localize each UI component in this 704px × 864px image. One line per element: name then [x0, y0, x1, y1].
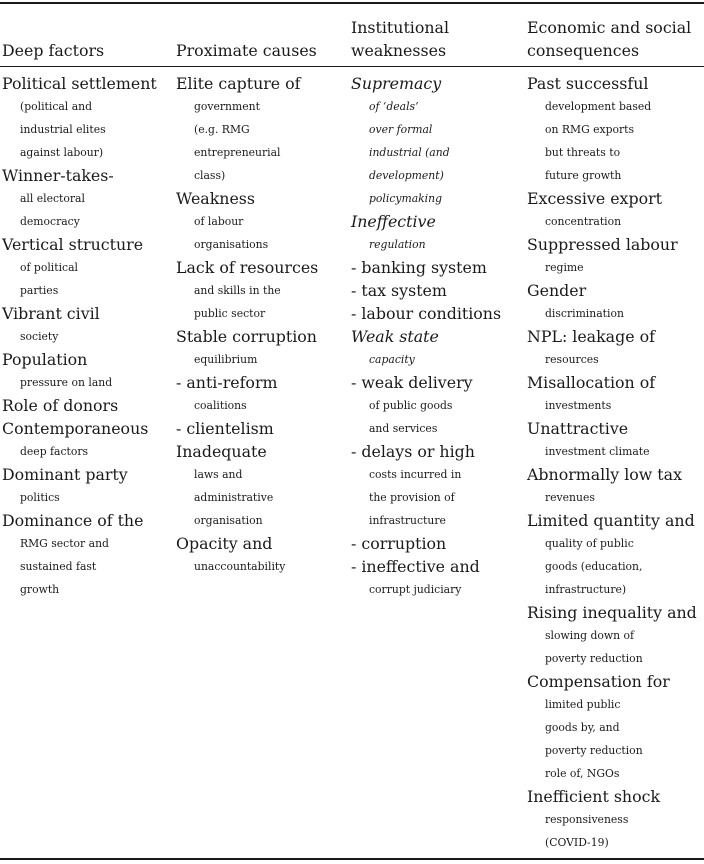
table-cell-item: [2, 417, 170, 463]
header-line: Economic and social: [527, 18, 692, 37]
table-cell-item: [351, 210, 521, 256]
cell-line: - delays or high: [351, 442, 475, 461]
header-deep-factors: [2, 12, 170, 62]
column-institutional-weaknesses: [351, 72, 521, 601]
cell-line: deep factors: [20, 445, 89, 458]
cell-line: capacity: [369, 353, 415, 366]
header-rule: [0, 66, 704, 67]
table-cell-item: [176, 417, 346, 440]
cell-line: Past successful: [527, 74, 649, 93]
cell-line: resources: [545, 353, 599, 366]
table-cell-item: [527, 670, 704, 785]
table-cell-item: [176, 371, 346, 417]
cell-line: coalitions: [194, 399, 247, 412]
cell-line: government: [194, 100, 260, 113]
table-cell-item: [527, 233, 704, 279]
cell-line: responsiveness: [545, 813, 629, 826]
header-line: weaknesses: [351, 41, 447, 60]
cell-line: revenues: [545, 491, 595, 504]
cell-line: quality of public: [545, 537, 634, 550]
table-cell-item: [2, 164, 170, 233]
table-cell-item: [527, 279, 704, 325]
table-cell-item: [527, 325, 704, 371]
table-cell-item: [351, 440, 521, 532]
cell-line: (political and: [20, 100, 92, 113]
cell-line: Weak state: [351, 327, 439, 346]
table-cell-item: [351, 256, 521, 279]
table-cell-item: [2, 348, 170, 394]
table-cell-item: [351, 279, 521, 302]
table-cell-item: [351, 532, 521, 555]
cell-line: development based: [545, 100, 652, 113]
cell-line: regime: [545, 261, 584, 274]
cell-line: unaccountability: [194, 560, 286, 573]
cell-line: development): [369, 169, 444, 182]
cell-line: costs incurred in: [369, 468, 462, 481]
cell-line: - banking system: [351, 258, 487, 277]
cell-line: Inefficient shock: [527, 787, 661, 806]
table-cell-item: [351, 371, 521, 440]
cell-line: - clientelism: [176, 419, 274, 438]
header-proximate-causes: [176, 12, 346, 62]
cell-line: - ineffective and: [351, 557, 480, 576]
cell-line: Rising inequality and: [527, 603, 697, 622]
cell-line: goods by, and: [545, 721, 620, 734]
cell-line: - anti-reform: [176, 373, 278, 392]
cell-line: democracy: [20, 215, 80, 228]
table-cell-item: [351, 325, 521, 371]
cell-line: future growth: [545, 169, 622, 182]
cell-line: industrial elites: [20, 123, 106, 136]
cell-line: limited public: [545, 698, 621, 711]
cell-line: Political settlement: [2, 74, 157, 93]
table-cell-item: [527, 417, 704, 463]
cell-line: Vibrant civil: [2, 304, 100, 323]
table-cell-item: [351, 72, 521, 210]
cell-line: poverty reduction: [545, 744, 643, 757]
cell-line: Inadequate: [176, 442, 267, 461]
top-rule: [0, 2, 704, 4]
cell-line: organisations: [194, 238, 269, 251]
table-cell-item: [2, 509, 170, 601]
cell-line: regulation: [369, 238, 426, 251]
cell-line: role of, NGOs: [545, 767, 620, 780]
cell-line: and services: [369, 422, 438, 435]
cell-line: on RMG exports: [545, 123, 635, 136]
cell-line: Excessive export: [527, 189, 662, 208]
cell-line: discrimination: [545, 307, 624, 320]
cell-line: (COVID-19): [545, 836, 609, 849]
cell-line: of labour: [194, 215, 244, 228]
cell-line: but threats to: [545, 146, 621, 159]
table-cell-item: [527, 785, 704, 854]
cell-line: Winner-takes-: [2, 166, 114, 185]
header-line: Deep factors: [2, 41, 105, 60]
cell-line: corrupt judiciary: [369, 583, 462, 596]
header-line: consequences: [527, 41, 640, 60]
cell-line: investments: [545, 399, 612, 412]
cell-line: growth: [20, 583, 60, 596]
cell-line: entrepreneurial: [194, 146, 281, 159]
cell-line: Unattractive: [527, 419, 629, 438]
table-cell-item: [527, 371, 704, 417]
cell-line: Suppressed labour: [527, 235, 678, 254]
cell-line: parties: [20, 284, 59, 297]
cell-line: infrastructure: [369, 514, 446, 527]
cell-line: Dominance of the: [2, 511, 144, 530]
table-cell-item: [351, 555, 521, 601]
header-line: Institutional: [351, 18, 449, 37]
table-cell-item: [176, 532, 346, 578]
cell-line: class): [194, 169, 226, 182]
cell-line: equilibrium: [194, 353, 258, 366]
table-cell-item: [2, 463, 170, 509]
cell-line: of public goods: [369, 399, 453, 412]
table-cell-item: [351, 302, 521, 325]
table-cell-item: [176, 256, 346, 325]
cell-line: - corruption: [351, 534, 447, 553]
table-cell-item: [527, 509, 704, 601]
cell-line: Ineffective: [351, 212, 436, 231]
cell-line: (e.g. RMG: [194, 123, 250, 136]
cell-line: against labour): [20, 146, 104, 159]
column-deep-factors: [2, 72, 170, 601]
cell-line: Opacity and: [176, 534, 273, 553]
cell-line: Supremacy: [351, 74, 442, 93]
cell-line: infrastructure): [545, 583, 627, 596]
cell-line: all electoral: [20, 192, 85, 205]
cell-line: Vertical structure: [2, 235, 144, 254]
cell-line: Gender: [527, 281, 587, 300]
table-cell-item: [2, 233, 170, 302]
table-cell-item: [2, 72, 170, 164]
cell-line: Contemporaneous: [2, 419, 149, 438]
table-cell-item: [527, 187, 704, 233]
cell-line: RMG sector and: [20, 537, 109, 550]
header-line: Proximate causes: [176, 41, 317, 60]
cell-line: laws and: [194, 468, 243, 481]
cell-line: concentration: [545, 215, 622, 228]
cell-line: - weak delivery: [351, 373, 473, 392]
cell-line: slowing down of: [545, 629, 635, 642]
cell-line: poverty reduction: [545, 652, 643, 665]
table-cell-item: [527, 72, 704, 187]
cell-line: NPL: leakage of: [527, 327, 655, 346]
header-economic-social-consequences: [527, 12, 704, 62]
table-cell-item: [2, 394, 170, 417]
table-cell-item: [527, 601, 704, 670]
cell-line: Role of donors: [2, 396, 119, 415]
cell-line: of ‘deals’: [369, 100, 419, 113]
header-institutional-weaknesses: [351, 12, 521, 62]
column-economic-social-consequences: [527, 72, 704, 854]
cell-line: sustained fast: [20, 560, 97, 573]
cell-line: investment climate: [545, 445, 650, 458]
cell-line: Weakness: [176, 189, 256, 208]
cell-line: and skills in the: [194, 284, 281, 297]
cell-line: - labour conditions: [351, 304, 502, 323]
cell-line: of political: [20, 261, 78, 274]
cell-line: industrial (and: [369, 146, 450, 159]
cell-line: Lack of resources: [176, 258, 319, 277]
cell-line: pressure on land: [20, 376, 113, 389]
cell-line: politics: [20, 491, 60, 504]
table-cell-item: [176, 72, 346, 187]
cell-line: Compensation for: [527, 672, 670, 691]
table-cell-item: [176, 187, 346, 256]
cell-line: society: [20, 330, 59, 343]
cell-line: policymaking: [369, 192, 443, 205]
cell-line: Misallocation of: [527, 373, 656, 392]
cell-line: Stable corruption: [176, 327, 317, 346]
bottom-rule: [0, 858, 704, 860]
table-cell-item: [176, 440, 346, 532]
cell-line: the provision of: [369, 491, 455, 504]
cell-line: Limited quantity and: [527, 511, 695, 530]
cell-line: goods (education,: [545, 560, 643, 573]
cell-line: administrative: [194, 491, 274, 504]
cell-line: - tax system: [351, 281, 447, 300]
cell-line: public sector: [194, 307, 266, 320]
table-cell-item: [176, 325, 346, 371]
table-cell-item: [2, 302, 170, 348]
cell-line: organisation: [194, 514, 263, 527]
column-proximate-causes: [176, 72, 346, 578]
table-cell-item: [527, 463, 704, 509]
cell-line: Abnormally low tax: [527, 465, 682, 484]
cell-line: Population: [2, 350, 88, 369]
cell-line: over formal: [369, 123, 433, 136]
cell-line: Elite capture of: [176, 74, 301, 93]
cell-line: Dominant party: [2, 465, 128, 484]
